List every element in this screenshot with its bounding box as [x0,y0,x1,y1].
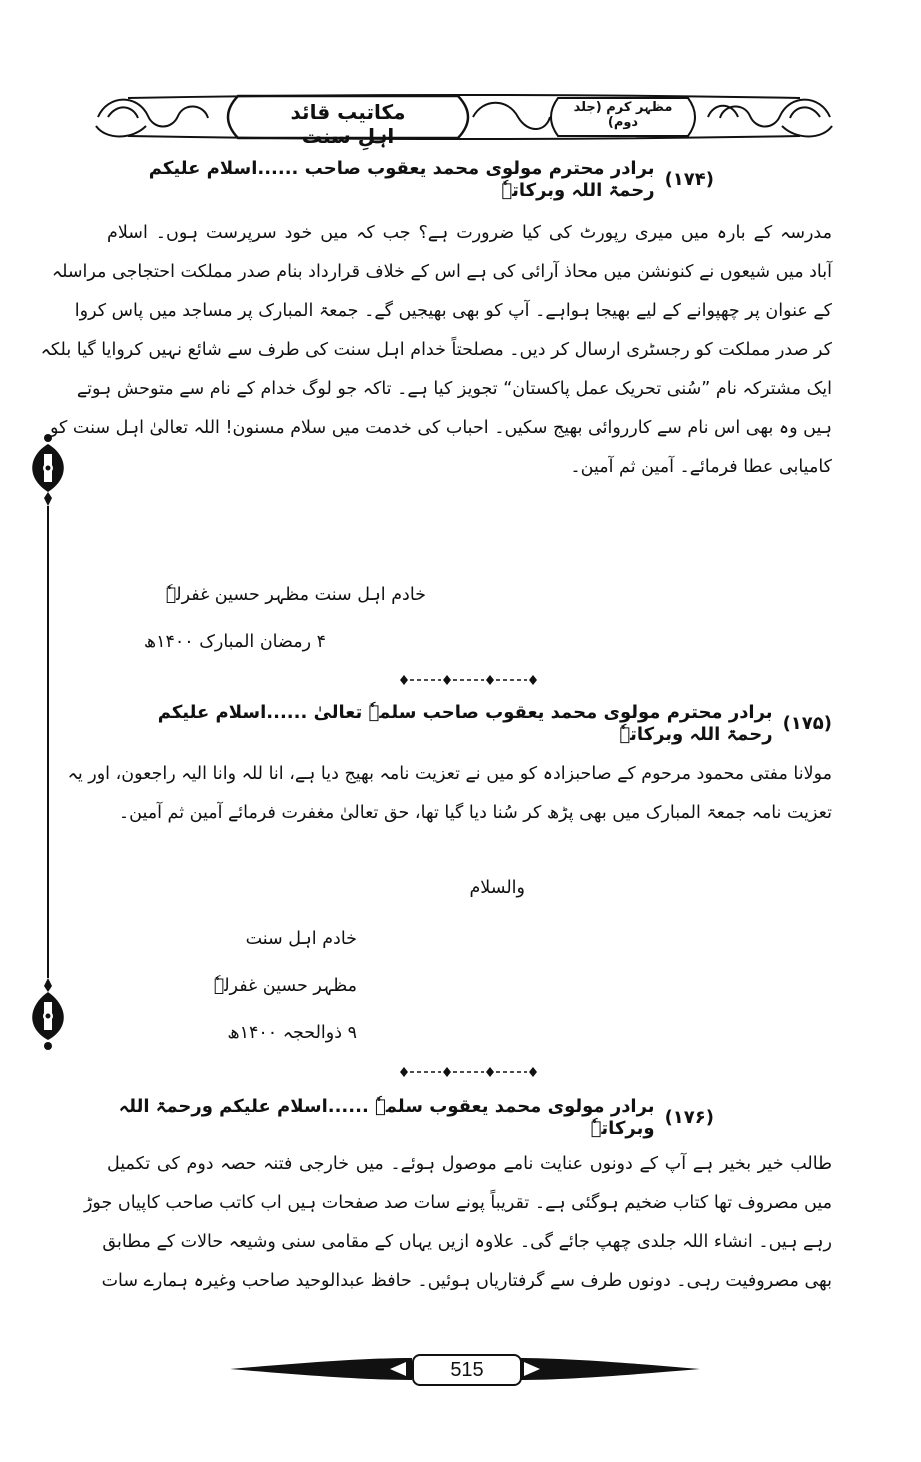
letter-174-heading [107,157,832,201]
letter-174 [40,157,832,487]
paragraph-line: مولانا مفتی محمود مرحوم کے صاحبزادہ کو میں نے تعزیت نامہ بھیج دیا ہے، انا للہ وانا الیہ راجعون، اور یہ [67,764,832,784]
signature: خادم اہل سنت مظہر حسین غفرلہٗ [165,585,426,605]
signature-line: مظہر حسین غفرلہٗ [213,976,357,996]
letter-176-heading [107,1095,832,1139]
paragraph-line: تعزیت نامہ جمعۃ المبارک میں بھی پڑھ کر سُنا دیا گیا تھا، حق تعالیٰ مغفرت فرمائے آمین ثم آمین۔ [118,803,832,823]
closing: والسلام [469,878,525,898]
paragraph-line: کامیابی عطا فرمائے۔ آمین ثم آمین۔ [570,457,832,477]
letter-175-heading [107,701,832,745]
paragraph-line: کے عنوان پر چھپوانے کے لیے بھیجا ہواہے۔ آپ کو بھی بھیجیں گے۔ جمعۃ المبارک پر مساجد میں پاس کروا [74,301,832,321]
paragraph-line: طالب خیر بخیر ہے آپ کے دونوں عنایت نامے موصول ہوئے۔ میں خارجی فتنہ حصہ دوم کی تکمیل [107,1154,832,1174]
section-divider [390,1063,540,1081]
paragraph-line: ایک مشترکہ نام ”سُنی تحریک عمل پاکستان“ تجویز کیا ہے۔ تاکہ جو لوگ خدام کے نام سے متوحش ہوتے [76,379,832,399]
paragraph-line: کر صدر مملکت کو رجسٹری ارسال کر دیں۔ مصلحتاً خدام اہل سنت کی طرف سے شائع نہیں کروایا گیا بلکہ [40,340,832,360]
letter-175 [67,701,832,833]
letter-date: ۹ ذوالحجہ ۱۴۰۰ھ [227,1023,357,1043]
paragraph-line: مدرسہ کے بارہ میں میری رپورٹ کی کیا ضرورت ہے؟ جب کہ میں خود سرپرست ہوں۔ اسلام [107,223,832,243]
page-footer [230,1346,700,1392]
paragraph-line: رہے ہیں۔ انشاء اللہ جلدی چھپ جائے گی۔ علاوہ ازیں یہاں کے مقامی سنی وشیعہ حالات کے مطابق [102,1232,832,1252]
letter-salutation: برادر محترم مولوی محمد یعقوب صاحب ......اسلام علیکم رحمۃ اللہ وبرکاتہٗ [148,157,655,201]
paragraph-line: آباد میں شیعوں نے کنونشن میں محاذ آرائی کی ہے اس کے خلاف قرارداد بنام صدر مملکت احتجاجی مراسلہ [51,262,832,282]
letter-salutation: برادر مولوی محمد یعقوب سلمہٗ ......اسلام علیکم ورحمۃ اللہ وبرکاتہٗ [118,1095,655,1139]
signature-line: خادم اہل سنت [245,929,357,949]
letter-number: (۱۷۵) [782,712,832,734]
letter-number: (۱۷۴) [664,168,714,190]
running-title: مکاتیب قائد اہلِ سنت [290,100,406,148]
header-ornament [88,86,840,148]
letter-date: ۴ رمضان المبارک ۱۴۰۰ھ [143,632,326,652]
section-divider [390,671,540,689]
letter-salutation: برادر محترم مولوی محمد یعقوب صاحب سلمہٗ تعالیٰ ......اسلام علیکم رحمۃ اللہ وبرکاتہٗ [157,701,773,745]
paragraph-line: میں مصروف تھا کتاب ضخیم ہوگئی ہے۔ تقریباً پونے سات صد صفحات ہیں اب کاتب صاحب کاپیاں جوڑ [83,1193,832,1213]
paragraph-line: بھی مصروفیت رہی۔ دونوں طرف سے گرفتاریاں ہوئیں۔ حافظ عبدالوحید صاحب وغیرہ ہمارے سات [101,1271,832,1291]
letter-number: (۱۷۶) [664,1106,714,1128]
page-header [88,86,840,148]
page-number: 515 [412,1354,522,1386]
letter-176 [83,1095,832,1301]
paragraph-line: ہیں وہ بھی اس نام سے کارروائی بھیج سکیں۔ احباب کی خدمت میں سلام مسنون! اللہ تعالیٰ اہل سنت کو [50,418,832,438]
book-volume-label: مظہر کرم (جلد دوم) [573,100,673,130]
margin-ornament [22,432,74,1052]
